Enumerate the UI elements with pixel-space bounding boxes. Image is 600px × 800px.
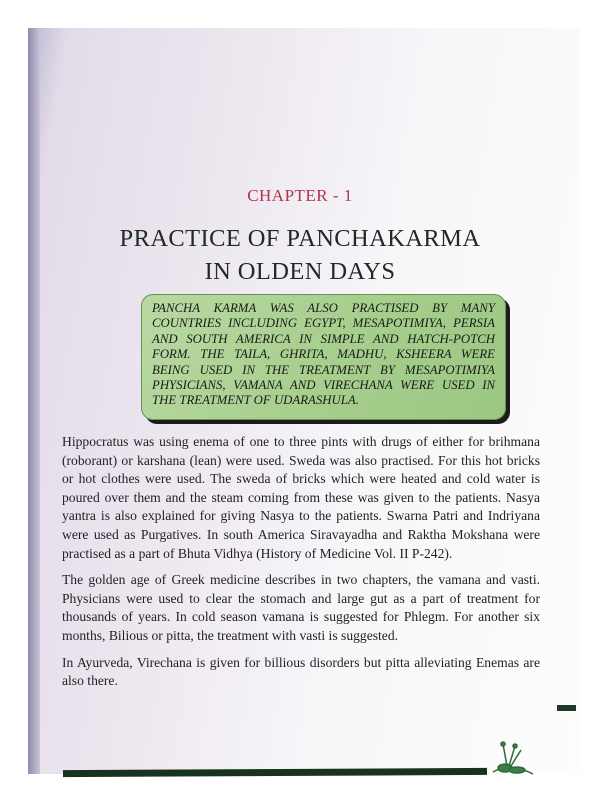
footer-rule <box>63 768 487 777</box>
paragraph-1: Hippocratus was using enema of one to three pints with drugs of either for brihmana (roborant) or karshana (lean) were used. Sweda was also practised. For this hot bricks or hot clothes were used. The sweda of bricks which were heated and cold water is poured over them and the steam coming from these was given to the patients. Nasya yantra is also explained for giving Nasya to the patients. Swarna Patri and Indriyana were used as Purgatives. In south America Siravayadha and Raktha Mokshana were practised as a part of Bhuta Vidhya (History of Medicine Vol. II P-242). <box>62 434 540 561</box>
highlight-text: PANCHA KARMA WAS ALSO PRACTISED BY MANY COUNTRIES INCLUDING EGYPT, MESAPOTIMIYA, PERSIA AND SOUTH AMERICA IN SIMPLE AND HATCH-POTCH FORM. THE TAILA, GHRITA, MADHU, KSHEERA WERE BEING USED IN THE TREATMENT BY MESAPOTIMIYA PHYSICIANS, VAMANA AND VIRECHANA WERE USED IN THE TREATMENT OF UDARASHULA. <box>152 301 495 408</box>
title-line-1: PRACTICE OF PANCHAKARMA <box>119 225 481 252</box>
page-edge-tab <box>557 705 576 711</box>
body-text <box>62 433 540 699</box>
title-line-2: IN OLDEN DAYS <box>204 258 396 285</box>
paragraph-3: In Ayurveda, Virechana is given for billious disorders but pitta alleviating Enemas are also there. <box>62 654 540 689</box>
paragraph-2: The golden age of Greek medicine describes in two chapters, the vamana and vasti. Physicians were used to clear the stomach and large gut as a part of treatment for thousands of years. In cold season vamana is suggested for Phlegm. For another six months, Bilious or pitta, the treatment with vasti is suggested. <box>62 572 540 643</box>
highlight-box <box>141 294 506 420</box>
chapter-label: CHAPTER - 1 <box>247 186 353 205</box>
herb-ornament-icon <box>485 736 541 780</box>
page-binding-shadow <box>28 28 40 774</box>
chapter-title <box>0 222 600 288</box>
